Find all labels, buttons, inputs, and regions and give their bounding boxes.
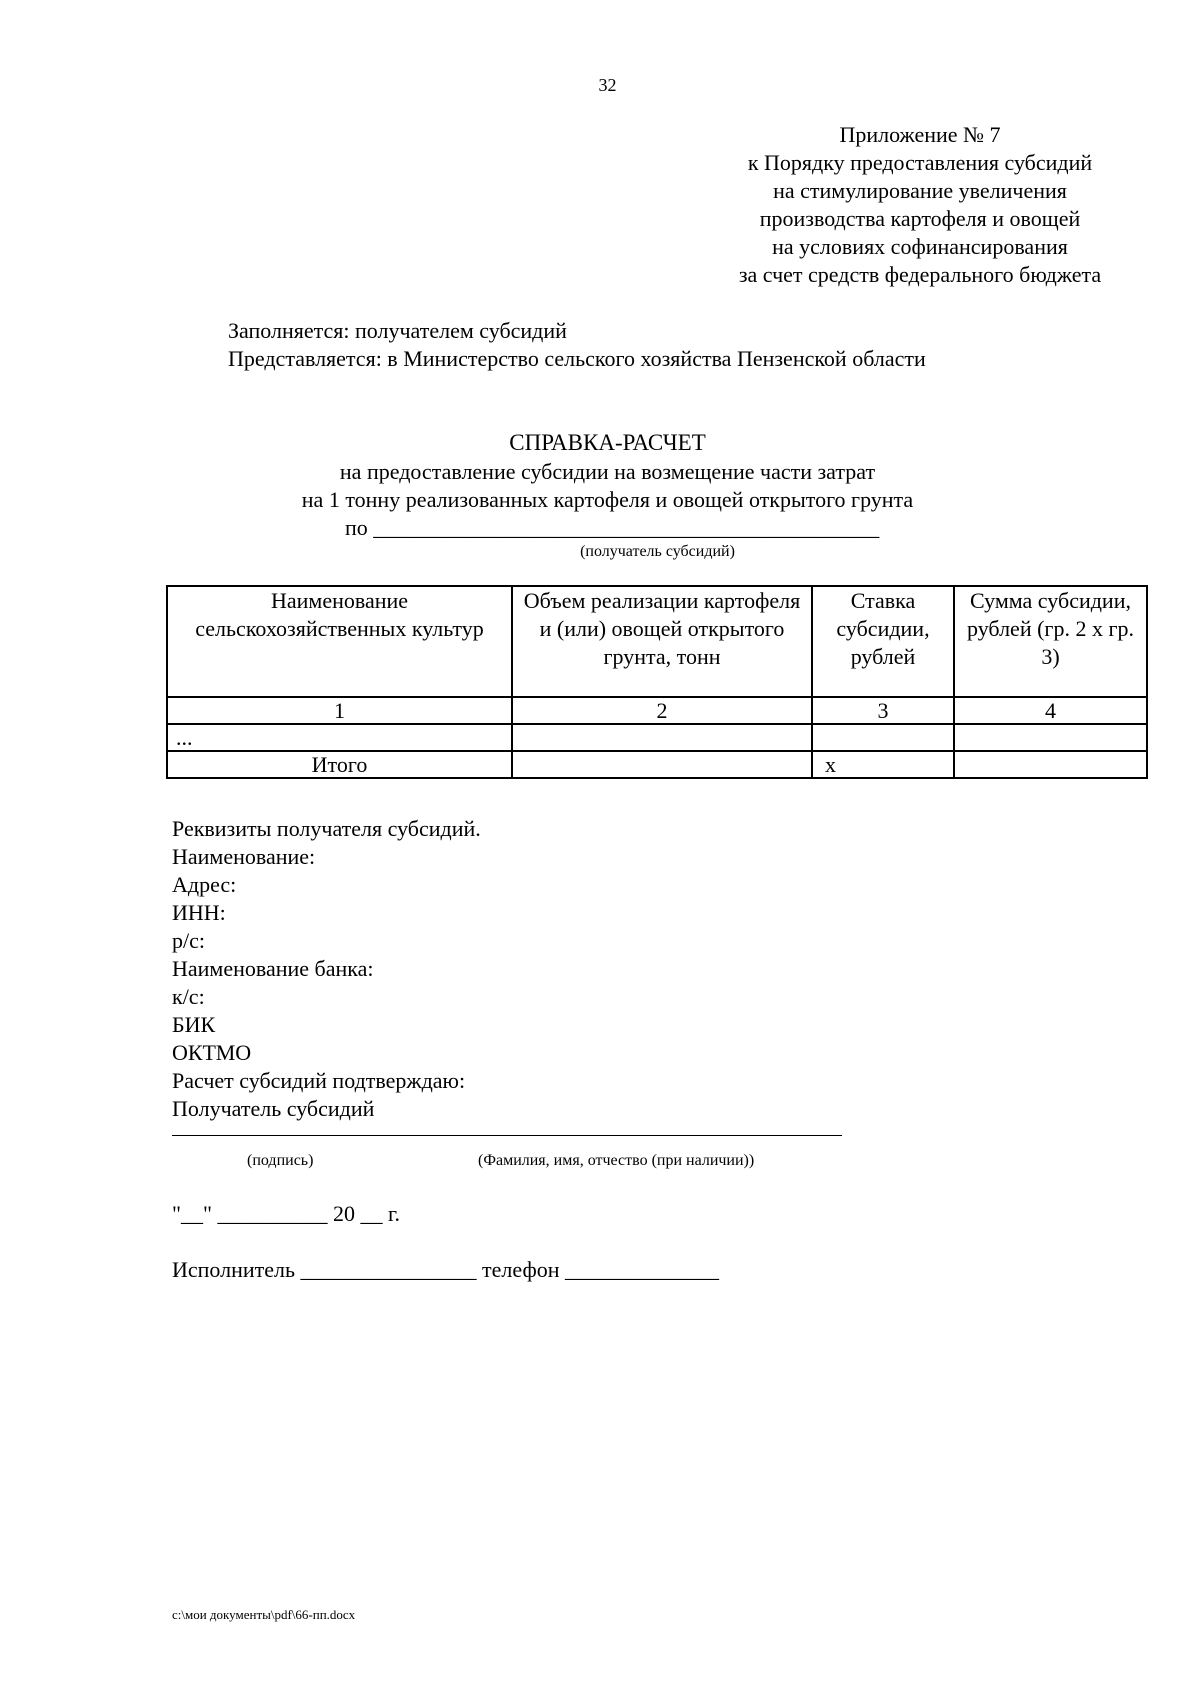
- column-number-row: [167, 697, 1147, 724]
- table-row-total: [167, 751, 1147, 778]
- subtitle-line: на 1 тонну реализованных картофеля и овощей открытого грунта: [301, 487, 914, 512]
- column-number: 2: [512, 697, 812, 724]
- page-number: 32: [598, 75, 617, 95]
- appendix-line: на стимулирование увеличения: [773, 178, 1067, 203]
- signature-line: [172, 1135, 842, 1136]
- table-cell: [954, 724, 1147, 751]
- requisites-block: [172, 815, 481, 1123]
- submitted-to: Представляется: в Министерство сельского хозяйства Пензенской области: [228, 346, 926, 371]
- signature-caption: (подпись): [247, 1152, 314, 1169]
- header-volume: Объем реализации картофеля и (или) овощей открытого грунта, тонн: [512, 586, 812, 697]
- name-caption: (Фамилия, имя, отчество (при наличии)): [478, 1152, 755, 1169]
- appendix-line: Приложение № 7: [839, 122, 1001, 147]
- requisite-field: Адрес:: [172, 872, 237, 897]
- filled-by: Заполняется: получателем субсидий: [228, 318, 567, 343]
- fill-info: [228, 317, 926, 373]
- document-subtitle: [0, 458, 1200, 514]
- confirmation-text: Расчет субсидий подтверждаю:: [172, 1068, 466, 1093]
- requisite-field: р/с:: [172, 928, 205, 953]
- header-rate: Ставка субсидии, рублей: [812, 586, 954, 697]
- column-number: 3: [812, 697, 954, 724]
- table-cell: [512, 724, 812, 751]
- table-cell: x: [812, 751, 954, 778]
- appendix-line: на условиях софинансирования: [772, 234, 1068, 259]
- column-number: 1: [167, 697, 512, 724]
- requisites-heading: Реквизиты получателя субсидий.: [172, 816, 481, 841]
- recipient-line: по ______________________________________________: [345, 515, 880, 540]
- requisite-field: БИК: [172, 1012, 216, 1037]
- appendix-line: к Порядку предоставления субсидий: [747, 150, 1093, 175]
- recipient-label: Получатель субсидий: [172, 1096, 375, 1121]
- table-cell: [512, 751, 812, 778]
- requisite-field: ОКТМО: [172, 1040, 252, 1065]
- column-number: 4: [954, 697, 1147, 724]
- requisite-field: ИНН:: [172, 900, 226, 925]
- appendix-line: производства картофеля и овощей: [759, 206, 1081, 231]
- requisite-field: к/с:: [172, 984, 205, 1009]
- appendix-block: [700, 121, 1140, 289]
- header-sum: Сумма субсидии, рублей (гр. 2 x гр. 3): [954, 586, 1147, 697]
- header-crops: Наименование сельскохозяйственных культур: [167, 586, 512, 697]
- date-line: "__" __________ 20 __ г.: [172, 1201, 401, 1226]
- table-header-row: [167, 586, 1147, 697]
- appendix-line: за счет средств федерального бюджета: [738, 262, 1102, 287]
- requisite-field: Наименование:: [172, 844, 316, 869]
- table-row: [167, 724, 1147, 751]
- executor-line: Исполнитель ________________ телефон ______________: [172, 1257, 719, 1282]
- table-cell: [812, 724, 954, 751]
- subtitle-line: на предоставление субсидии на возмещение части затрат: [339, 459, 876, 484]
- table-cell: Итого: [167, 751, 512, 778]
- table-cell: [954, 751, 1147, 778]
- document-title: СПРАВКА-РАСЧЕТ: [509, 430, 706, 455]
- recipient-caption: (получатель субсидий): [580, 543, 735, 560]
- table-cell: ...: [167, 724, 512, 751]
- requisite-field: Наименование банка:: [172, 956, 374, 981]
- footer-file-path: c:\мои документы\pdf\66-пп.docx: [172, 1607, 356, 1622]
- calculation-table: [166, 585, 1148, 779]
